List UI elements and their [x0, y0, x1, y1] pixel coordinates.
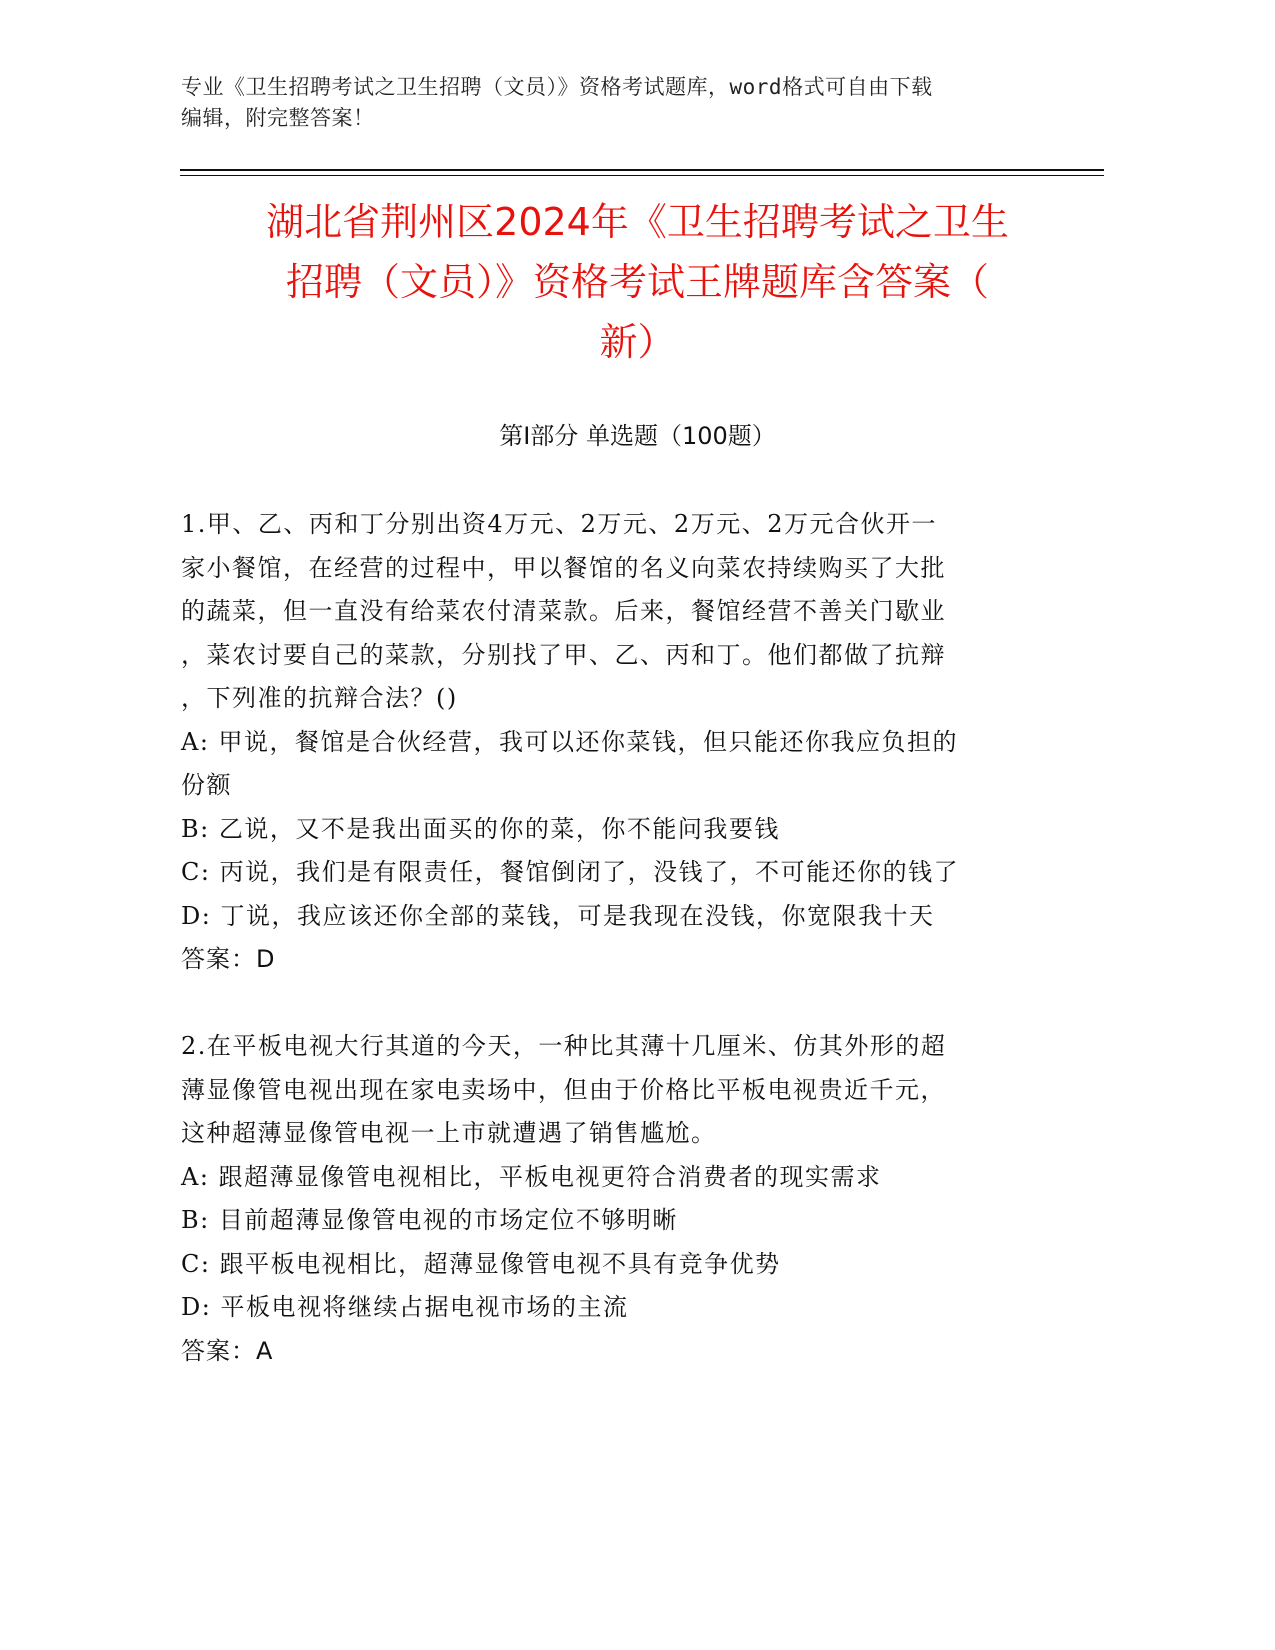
answer-line: 答案：A	[181, 1336, 274, 1365]
option-c: C: 跟平板电视相比，超薄显像管电视不具有竞争优势	[181, 1249, 781, 1278]
title-line: 新）	[599, 320, 676, 364]
option-d: D: 平板电视将继续占据电视市场的主流	[181, 1293, 629, 1321]
option-a-continued: 份额	[181, 771, 232, 799]
header-divider-thick	[180, 169, 1104, 171]
question-2	[181, 1025, 1041, 1373]
question-1	[181, 503, 1041, 982]
question-stem-line: 1.甲、乙、丙和丁分别出资4万元、2万元、2万元、2万元合伙开一	[181, 510, 937, 538]
option-a: A: 跟超薄显像管电视相比，平板电视更符合消费者的现实需求	[181, 1162, 882, 1191]
question-stem-line: 的蔬菜，但一直没有给菜农付清菜款。后来，餐馆经营不善关门歇业	[181, 597, 946, 625]
question-stem-line: ，菜农讨要自己的菜款，分别找了甲、乙、丙和丁。他们都做了抗辩	[181, 640, 946, 669]
question-stem-line: 这种超薄显像管电视一上市就遭遇了销售尴尬。	[181, 1119, 717, 1147]
answer-line: 答案：D	[181, 945, 276, 973]
question-stem-line: 家小餐馆，在经营的过程中，甲以餐馆的名义向菜农持续购买了大批	[181, 553, 946, 582]
option-b: B: 乙说，又不是我出面买的你的菜，你不能问我要钱	[181, 814, 780, 843]
title-line: 湖北省荆州区2024年《卫生招聘考试之卫生	[266, 200, 1009, 244]
section-heading: 第Ⅰ部分 单选题（100题）	[499, 422, 776, 450]
header-note-line: 专业《卫生招聘考试之卫生招聘（文员）》资格考试题库，word格式可自由下载	[181, 75, 933, 99]
header-divider-thin	[180, 175, 1104, 176]
option-b: B: 目前超薄显像管电视的市场定位不够明晰	[181, 1206, 678, 1234]
option-d: D: 丁说，我应该还你全部的菜钱，可是我现在没钱，你宽限我十天	[181, 901, 935, 930]
option-a: A: 甲说，餐馆是合伙经营，我可以还你菜钱，但只能还你我应负担的	[181, 727, 959, 756]
header-note-line: 编辑，附完整答案！	[181, 106, 375, 130]
title-line: 招聘（文员）》资格考试王牌题库含答案（	[285, 260, 989, 304]
header-note	[181, 72, 1061, 134]
document-title	[170, 192, 1105, 372]
question-stem-line: 2.在平板电视大行其道的今天，一种比其薄十几厘米、仿其外形的超	[181, 1032, 947, 1060]
question-stem-line: 薄显像管电视出现在家电卖场中，但由于价格比平板电视贵近千元，	[181, 1075, 946, 1104]
question-stem-line: ，下列准的抗辩合法？()	[181, 684, 458, 712]
option-c: C: 丙说，我们是有限责任，餐馆倒闭了，没钱了，不可能还你的钱了	[181, 858, 960, 886]
